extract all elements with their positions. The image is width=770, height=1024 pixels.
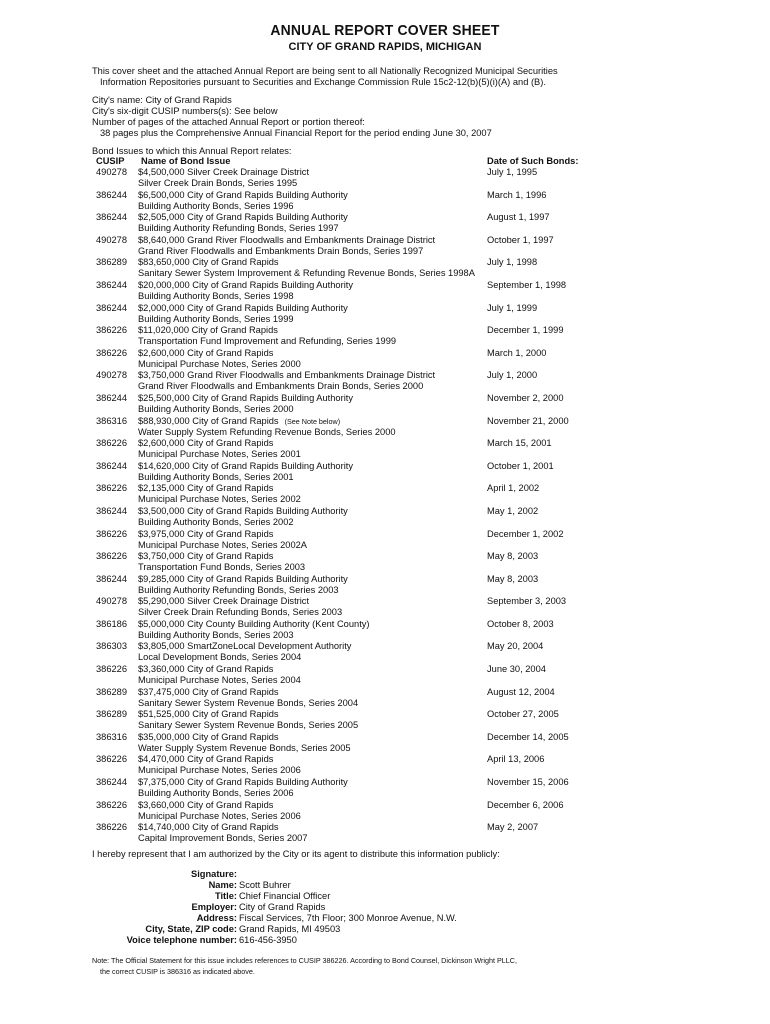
bond-amount-text: $4,470,000 City of Grand Rapids bbox=[138, 754, 274, 765]
city-state-zip-value: Grand Rapids, MI 49503 bbox=[239, 924, 341, 934]
bond-series: Silver Creek Drain Bonds, Series 1995 bbox=[138, 178, 298, 188]
bond-date: December 1, 1999 bbox=[487, 325, 564, 336]
pages-value: 38 pages plus the Comprehensive Annual Financial Report for the period ending June 30, 2007 bbox=[100, 128, 492, 138]
bond-cusip: 490278 bbox=[96, 596, 128, 607]
bond-date: March 15, 2001 bbox=[487, 438, 552, 449]
bond-cusip: 386186 bbox=[96, 618, 128, 629]
bond-amount-text: $7,375,000 City of Grand Rapids Building Authority bbox=[138, 777, 348, 788]
bond-series: Capital Improvement Bonds, Series 2007 bbox=[138, 833, 308, 844]
bond-date: May 8, 2003 bbox=[487, 573, 539, 584]
employer-label: Employer: bbox=[191, 902, 237, 912]
bond-date: May 20, 2004 bbox=[487, 641, 544, 652]
bond-amount-text: $3,805,000 SmartZoneLocal Development Authority bbox=[138, 641, 352, 652]
bond-series: Building Authority Bonds, Series 2001 bbox=[138, 471, 294, 482]
bond-row bbox=[92, 822, 692, 845]
bond-amount-text: $2,505,000 City of Grand Rapids Building Authority bbox=[138, 212, 348, 223]
bond-cusip: 386226 bbox=[96, 528, 128, 539]
bond-amount-text: $5,290,000 Silver Creek Drainage District bbox=[138, 596, 310, 607]
bond-row bbox=[92, 325, 692, 348]
bond-cusip: 386316 bbox=[96, 731, 128, 742]
bond-row bbox=[92, 393, 692, 416]
bond-amount-text: $3,360,000 City of Grand Rapids bbox=[138, 664, 274, 675]
bond-amount-text: $14,740,000 City of Grand Rapids bbox=[138, 822, 279, 833]
bond-row bbox=[92, 777, 692, 800]
bond-series: Municipal Purchase Notes, Series 2006 bbox=[138, 765, 301, 776]
bond-row bbox=[92, 370, 692, 393]
employer-value: City of Grand Rapids bbox=[239, 902, 326, 912]
bond-amount-issuer bbox=[138, 800, 273, 811]
bond-cusip: 386226 bbox=[96, 822, 128, 833]
bond-series: Grand River Floodwalls and Embankments Drain Bonds, Series 2000 bbox=[138, 381, 424, 392]
bond-series: Building Authority Bonds, Series 2006 bbox=[138, 788, 294, 799]
signature-label: Signature: bbox=[191, 869, 237, 879]
bond-amount-text: $3,500,000 City of Grand Rapids Building Authority bbox=[138, 505, 348, 516]
bond-amount-issuer bbox=[138, 461, 353, 472]
bond-amount-text: $2,135,000 City of Grand Rapids bbox=[138, 483, 274, 494]
bond-amount-text: $4,500,000 Silver Creek Drainage District bbox=[138, 167, 310, 177]
bond-issues-label: Bond Issues to which this Annual Report relates: bbox=[92, 146, 292, 156]
date-header: Date of Such Bonds: bbox=[487, 156, 579, 166]
bond-date: April 13, 2006 bbox=[487, 754, 545, 765]
bond-row bbox=[92, 687, 692, 710]
bond-series: Municipal Purchase Notes, Series 2002 bbox=[138, 494, 301, 505]
bond-date: November 15, 2006 bbox=[487, 777, 569, 788]
intro-line-2: Information Repositories pursuant to Securities and Exchange Commission Rule 15c2-12(b)(5)(i)(A) and (B). bbox=[100, 77, 546, 87]
bond-row bbox=[92, 754, 692, 777]
bond-cusip: 386244 bbox=[96, 189, 128, 200]
bond-amount-text: $88,930,000 City of Grand Rapids bbox=[138, 415, 279, 426]
bond-cusip: 386244 bbox=[96, 505, 128, 516]
bond-series: Sanitary Sewer System Revenue Bonds, Series 2005 bbox=[138, 720, 359, 731]
bond-cusip: 386226 bbox=[96, 799, 128, 810]
bond-series: Water Supply System Refunding Revenue Bonds, Series 2000 bbox=[138, 426, 396, 437]
bond-amount-issuer bbox=[138, 822, 279, 833]
bond-cusip: 386244 bbox=[96, 212, 128, 223]
bond-amount-text: $9,285,000 City of Grand Rapids Building Authority bbox=[138, 573, 348, 584]
bond-amount-text: $51,525,000 City of Grand Rapids bbox=[138, 709, 279, 720]
name-value: Scott Buhrer bbox=[239, 880, 291, 890]
bond-cusip: 386244 bbox=[96, 777, 128, 788]
bond-amount-text: $25,500,000 City of Grand Rapids Building Authority bbox=[138, 392, 353, 403]
bond-row bbox=[92, 483, 692, 506]
bond-cusip: 386226 bbox=[96, 754, 128, 765]
bond-cusip: 386316 bbox=[96, 415, 128, 426]
bond-date: December 14, 2005 bbox=[487, 731, 569, 742]
bond-cusip: 386244 bbox=[96, 573, 128, 584]
bond-row bbox=[92, 506, 692, 529]
bond-amount-issuer bbox=[138, 732, 279, 743]
bond-row bbox=[92, 596, 692, 619]
cusip-header: CUSIP bbox=[96, 156, 125, 166]
city-state-zip-label: City, State, ZIP code: bbox=[145, 924, 237, 934]
bond-cusip: 386226 bbox=[96, 551, 128, 562]
bond-row bbox=[92, 280, 692, 303]
representation-statement: I hereby represent that I am authorized by the City or its agent to distribute this information publicly: bbox=[92, 849, 500, 859]
bond-row bbox=[92, 732, 692, 755]
bond-date: May 1, 2002 bbox=[487, 505, 539, 516]
city-name: City's name: City of Grand Rapids bbox=[92, 95, 232, 105]
bond-amount-issuer bbox=[138, 641, 351, 652]
bond-amount-text: $8,640,000 Grand River Floodwalls and Embankments Drainage District bbox=[138, 234, 436, 245]
bond-amount-text: $20,000,000 City of Grand Rapids Building Authority bbox=[138, 279, 353, 290]
bond-cusip: 386289 bbox=[96, 686, 128, 697]
page-subtitle: CITY OF GRAND RAPIDS, MICHIGAN bbox=[288, 41, 482, 53]
bond-cusip: 386244 bbox=[96, 460, 128, 471]
bond-cusip: 386244 bbox=[96, 279, 128, 290]
footnote-line-2: the correct CUSIP is 386316 as indicated above. bbox=[100, 967, 255, 976]
bond-amount-issuer bbox=[138, 664, 273, 675]
bond-date: November 2, 2000 bbox=[487, 392, 564, 403]
bond-date: May 8, 2003 bbox=[487, 551, 539, 562]
title-label: Title: bbox=[214, 891, 237, 901]
bond-row bbox=[92, 461, 692, 484]
bond-amount-text: $5,000,000 City County Building Authority (Kent County) bbox=[138, 618, 370, 629]
bond-date: August 12, 2004 bbox=[487, 686, 555, 697]
bond-row bbox=[92, 709, 692, 732]
bond-row bbox=[92, 664, 692, 687]
bond-note-reference: (See Note below) bbox=[284, 416, 341, 426]
pages-label: Number of pages of the attached Annual Report or portion thereof: bbox=[92, 117, 365, 127]
phone-value: 616-456-3950 bbox=[239, 935, 297, 945]
bond-date: April 1, 2002 bbox=[487, 483, 540, 494]
cusip-numbers: City's six-digit CUSIP numbers(s): See below bbox=[92, 106, 278, 116]
bond-amount-text: $14,620,000 City of Grand Rapids Building Authority bbox=[138, 460, 353, 471]
bond-amount-text: $37,475,000 City of Grand Rapids bbox=[138, 686, 279, 697]
bond-date: May 2, 2007 bbox=[487, 822, 539, 833]
phone-label: Voice telephone number: bbox=[126, 935, 237, 945]
bond-row bbox=[92, 303, 692, 326]
bond-date: December 6, 2006 bbox=[487, 799, 564, 810]
bond-amount-issuer bbox=[138, 483, 273, 494]
bond-date: October 1, 2001 bbox=[487, 460, 554, 471]
bond-row bbox=[92, 574, 692, 597]
intro-line-1: This cover sheet and the attached Annual Report are being sent to all Nationally Recognized Municipal Securities bbox=[92, 66, 558, 76]
bond-series: Building Authority Bonds, Series 2000 bbox=[138, 403, 294, 414]
bond-series: Transportation Fund Improvement and Refunding, Series 1999 bbox=[138, 336, 397, 347]
bond-amount-issuer bbox=[138, 687, 279, 698]
bond-row bbox=[92, 190, 692, 213]
bond-series: Municipal Purchase Notes, Series 2001 bbox=[138, 449, 301, 460]
bond-series: Municipal Purchase Notes, Series 2006 bbox=[138, 810, 301, 821]
bond-cusip: 490278 bbox=[96, 234, 128, 245]
bond-amount-text: $35,000,000 City of Grand Rapids bbox=[138, 731, 279, 742]
bond-row bbox=[92, 416, 692, 439]
bond-series: Building Authority Refunding Bonds, Series 1997 bbox=[138, 223, 339, 234]
bond-name-header: Name of Bond Issue bbox=[141, 156, 231, 166]
bond-cusip: 386244 bbox=[96, 302, 128, 313]
bond-row bbox=[92, 619, 692, 642]
bond-series: Building Authority Bonds, Series 1999 bbox=[138, 313, 294, 324]
bond-row bbox=[92, 212, 692, 235]
bond-series: Grand River Floodwalls and Embankments Drain Bonds, Series 1997 bbox=[138, 245, 424, 256]
bond-cusip: 490278 bbox=[96, 370, 128, 381]
bond-amount-issuer bbox=[138, 167, 309, 178]
bond-date: October 8, 2003 bbox=[487, 618, 554, 629]
bond-cusip: 386226 bbox=[96, 325, 128, 336]
address-value: Fiscal Services, 7th Floor; 300 Monroe Avenue, N.W. bbox=[239, 913, 457, 923]
bond-date: August 1, 1997 bbox=[487, 212, 550, 223]
bond-cusip: 386226 bbox=[96, 664, 128, 675]
bond-row bbox=[92, 641, 692, 664]
bond-date: July 1, 2000 bbox=[487, 370, 538, 381]
bond-date: September 3, 2003 bbox=[487, 596, 567, 607]
bond-date: March 1, 2000 bbox=[487, 347, 547, 358]
bond-date: December 1, 2002 bbox=[487, 528, 564, 539]
bond-list bbox=[92, 167, 692, 845]
bond-series: Building Authority Refunding Bonds, Series 2003 bbox=[138, 584, 339, 595]
bond-series: Water Supply System Revenue Bonds, Series 2005 bbox=[138, 742, 351, 753]
bond-amount-issuer bbox=[138, 574, 348, 585]
bond-series: Building Authority Bonds, Series 1996 bbox=[138, 200, 294, 211]
bond-row bbox=[92, 551, 692, 574]
bond-amount-issuer bbox=[138, 235, 435, 246]
footnote-line-1: Note: The Official Statement for this issue includes references to CUSIP 386226. According to Bond Counsel, Dickinson Wright PLLC, bbox=[92, 956, 517, 965]
bond-date: November 21, 2000 bbox=[487, 415, 569, 426]
bond-amount-issuer bbox=[138, 709, 279, 720]
bond-series: Building Authority Bonds, Series 1998 bbox=[138, 290, 294, 301]
bond-amount-issuer bbox=[138, 393, 353, 404]
address-label: Address: bbox=[196, 913, 237, 923]
bond-series: Local Development Bonds, Series 2004 bbox=[138, 652, 302, 663]
bond-series: Silver Creek Drain Refunding Bonds, Series 2003 bbox=[138, 607, 343, 618]
bond-row bbox=[92, 167, 692, 190]
bond-series: Building Authority Bonds, Series 2003 bbox=[138, 629, 294, 640]
bond-amount-issuer bbox=[138, 506, 348, 517]
bond-date: October 27, 2005 bbox=[487, 709, 559, 720]
bond-cusip: 386226 bbox=[96, 438, 128, 449]
bond-amount-text: $6,500,000 City of Grand Rapids Building Authority bbox=[138, 189, 348, 200]
bond-amount-issuer bbox=[138, 777, 348, 788]
bond-amount-issuer bbox=[138, 416, 340, 427]
bond-date: October 1, 1997 bbox=[487, 234, 554, 245]
name-label: Name: bbox=[208, 880, 237, 890]
bond-series: Municipal Purchase Notes, Series 2002A bbox=[138, 539, 307, 550]
bond-date: March 1, 1996 bbox=[487, 189, 547, 200]
bond-amount-text: $2,600,000 City of Grand Rapids bbox=[138, 438, 274, 449]
bond-cusip: 386289 bbox=[96, 709, 128, 720]
bond-amount-text: $3,975,000 City of Grand Rapids bbox=[138, 528, 274, 539]
bond-amount-issuer bbox=[138, 325, 278, 336]
bond-row bbox=[92, 348, 692, 371]
bond-amount-text: $3,660,000 City of Grand Rapids bbox=[138, 799, 274, 810]
bond-cusip: 490278 bbox=[96, 167, 128, 177]
bond-date: July 1, 1995 bbox=[487, 167, 538, 177]
bond-row bbox=[92, 235, 692, 258]
bond-series: Municipal Purchase Notes, Series 2000 bbox=[138, 358, 301, 369]
bond-amount-issuer bbox=[138, 529, 273, 540]
bond-amount-issuer bbox=[138, 551, 273, 562]
bond-date: September 1, 1998 bbox=[487, 279, 567, 290]
bond-amount-issuer bbox=[138, 190, 348, 201]
bond-series: Sanitary Sewer System Improvement & Refunding Revenue Bonds, Series 1998A bbox=[138, 268, 475, 279]
page-title: ANNUAL REPORT COVER SHEET bbox=[270, 22, 500, 39]
bond-amount-text: $11,020,000 City of Grand Rapids bbox=[138, 325, 278, 336]
bond-cusip: 386226 bbox=[96, 483, 128, 494]
bond-amount-issuer bbox=[138, 754, 273, 765]
bond-row bbox=[92, 529, 692, 552]
bond-amount-text: $83,650,000 City of Grand Rapids bbox=[138, 257, 279, 268]
bond-amount-issuer bbox=[138, 280, 353, 291]
bond-series: Transportation Fund Bonds, Series 2003 bbox=[138, 562, 306, 573]
bond-row bbox=[92, 438, 692, 461]
bond-cusip: 386289 bbox=[96, 257, 128, 268]
bond-amount-issuer bbox=[138, 257, 279, 268]
bond-amount-issuer bbox=[138, 619, 370, 630]
bond-series: Municipal Purchase Notes, Series 2004 bbox=[138, 675, 301, 686]
title-value: Chief Financial Officer bbox=[239, 891, 331, 901]
bond-amount-issuer bbox=[138, 596, 309, 607]
bond-amount-issuer bbox=[138, 370, 435, 381]
bond-amount-text: $3,750,000 Grand River Floodwalls and Embankments Drainage District bbox=[138, 370, 436, 381]
bond-amount-issuer bbox=[138, 438, 273, 449]
bond-date: July 1, 1998 bbox=[487, 257, 538, 268]
bond-amount-issuer bbox=[138, 212, 348, 223]
bond-series: Sanitary Sewer System Revenue Bonds, Series 2004 bbox=[138, 697, 359, 708]
bond-amount-text: $2,000,000 City of Grand Rapids Building Authority bbox=[138, 302, 348, 313]
bond-amount-text: $2,600,000 City of Grand Rapids bbox=[138, 347, 274, 358]
bond-cusip: 386303 bbox=[96, 641, 128, 652]
bond-amount-issuer bbox=[138, 348, 273, 359]
bond-row bbox=[92, 257, 692, 280]
bond-row bbox=[92, 800, 692, 823]
bond-date: June 30, 2004 bbox=[487, 664, 546, 675]
bond-cusip: 386226 bbox=[96, 347, 128, 358]
bond-cusip: 386244 bbox=[96, 392, 128, 403]
bond-series: Building Authority Bonds, Series 2002 bbox=[138, 516, 294, 527]
bond-date: July 1, 1999 bbox=[487, 302, 538, 313]
bond-amount-text: $3,750,000 City of Grand Rapids bbox=[138, 551, 274, 562]
bond-amount-issuer bbox=[138, 303, 348, 314]
